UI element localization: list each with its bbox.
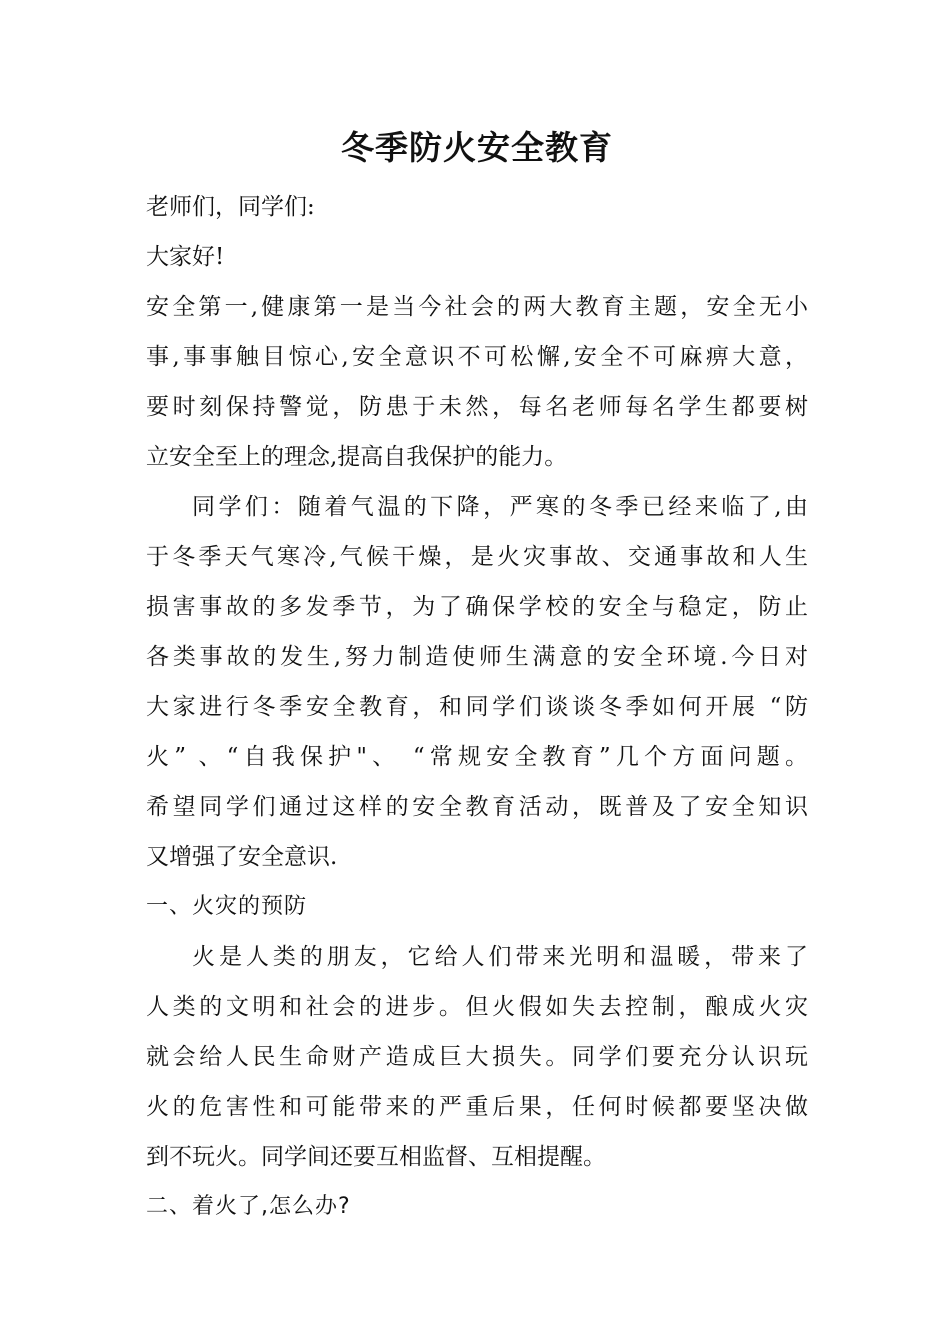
section-1-line: 就会给人民生命财产造成巨大损失。同学们要充分认识玩 xyxy=(146,1044,808,1070)
paragraph-2-line: 希望同学们通过这样的安全教育活动，既普及了安全知识 xyxy=(146,794,808,820)
document-title: 冬季防火安全教育 xyxy=(341,128,613,167)
paragraph-2-line: 于冬季天气寒冷,气候干燥，是火灾事故、交通事故和人生 xyxy=(146,544,808,570)
section-1-line: 人类的文明和社会的进步。但火假如失去控制，酿成火灾 xyxy=(146,994,808,1020)
paragraph-2-line: 同学们：随着气温的下降，严寒的冬季已经来临了,由 xyxy=(192,494,808,520)
hello-line: 大家好! xyxy=(146,244,225,270)
section-1-line: 火是人类的朋友，它给人们带来光明和温暖，带来了 xyxy=(192,944,808,970)
paragraph-2-line: 损害事故的多发季节，为了确保学校的安全与稳定，防止 xyxy=(146,594,808,620)
paragraph-1-line: 事,事事触目惊心,安全意识不可松懈,安全不可麻痹大意， xyxy=(146,344,808,370)
paragraph-2-line: 火” 、“自我保护"、 “常规安全教育”几个方面问题。 xyxy=(146,744,808,770)
paragraph-2-line: 大家进行冬季安全教育，和同学们谈谈冬季如何开展 “防 xyxy=(146,694,808,720)
paragraph-2-line: 各类事故的发生,努力制造使师生满意的安全环境.今日对 xyxy=(146,644,808,670)
section-2-heading: 二、着火了,怎么办? xyxy=(146,1194,351,1219)
document-body xyxy=(146,128,808,1232)
paragraph-1-line: 安全第一,健康第一是当今社会的两大教育主题，安全无小 xyxy=(146,294,808,320)
section-1-line: 火的危害性和可能带来的严重后果，任何时候都要坚决做 xyxy=(146,1094,808,1120)
section-1-heading: 一、火灾的预防 xyxy=(146,894,308,919)
paragraph-2-line: 又增强了安全意识. xyxy=(146,844,338,870)
paragraph-1-line: 要时刻保持警觉，防患于未然，每名老师每名学生都要树 xyxy=(146,394,808,420)
greeting-line: 老师们，同学们: xyxy=(146,194,315,220)
paragraph-1-line: 立安全至上的理念,提高自我保护的能力。 xyxy=(146,444,568,470)
section-1-line: 到不玩火。同学间还要互相监督、互相提醒。 xyxy=(146,1144,606,1170)
